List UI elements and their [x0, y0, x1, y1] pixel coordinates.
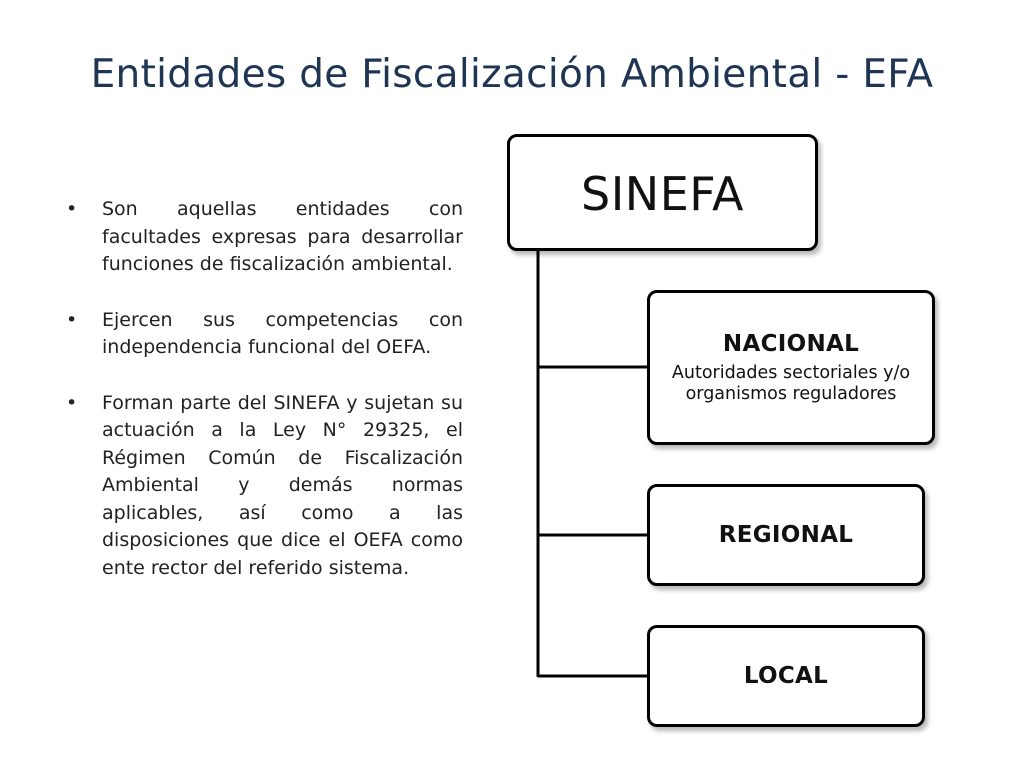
node-nacional-sublabel: Autoridades sectoriales y/o organismos reguladores — [671, 362, 911, 404]
bullet-text: Forman parte del SINEFA y sujetan su actuación a la Ley N° 29325, el Régimen Común de Fiscalización Ambiental y demás normas aplicables, así como a las disposiciones que dice el OEFA como ente rector del referido sistema. — [102, 391, 463, 579]
node-nacional-label: NACIONAL — [722, 330, 860, 357]
node-sinefa — [507, 134, 818, 251]
node-regional-label: REGIONAL — [718, 522, 854, 548]
bullet-marker: • — [66, 308, 78, 331]
bullet-marker: • — [66, 198, 78, 220]
node-nacional — [647, 290, 935, 445]
slide-title: Entidades de Fiscalización Ambiental - EFA — [90, 52, 934, 97]
node-sinefa-label: SINEFA — [581, 167, 744, 221]
bullet-marker: • — [66, 391, 78, 414]
node-local-label: LOCAL — [743, 663, 829, 689]
node-local — [647, 625, 925, 727]
node-regional — [647, 484, 925, 586]
bullet-text: Son aquellas entidades con facultades expresas para desarrollar funciones de fiscalización ambiental. — [102, 198, 463, 275]
bullet-text: Ejercen sus competencias con independencia funcional del OEFA. — [102, 308, 463, 358]
